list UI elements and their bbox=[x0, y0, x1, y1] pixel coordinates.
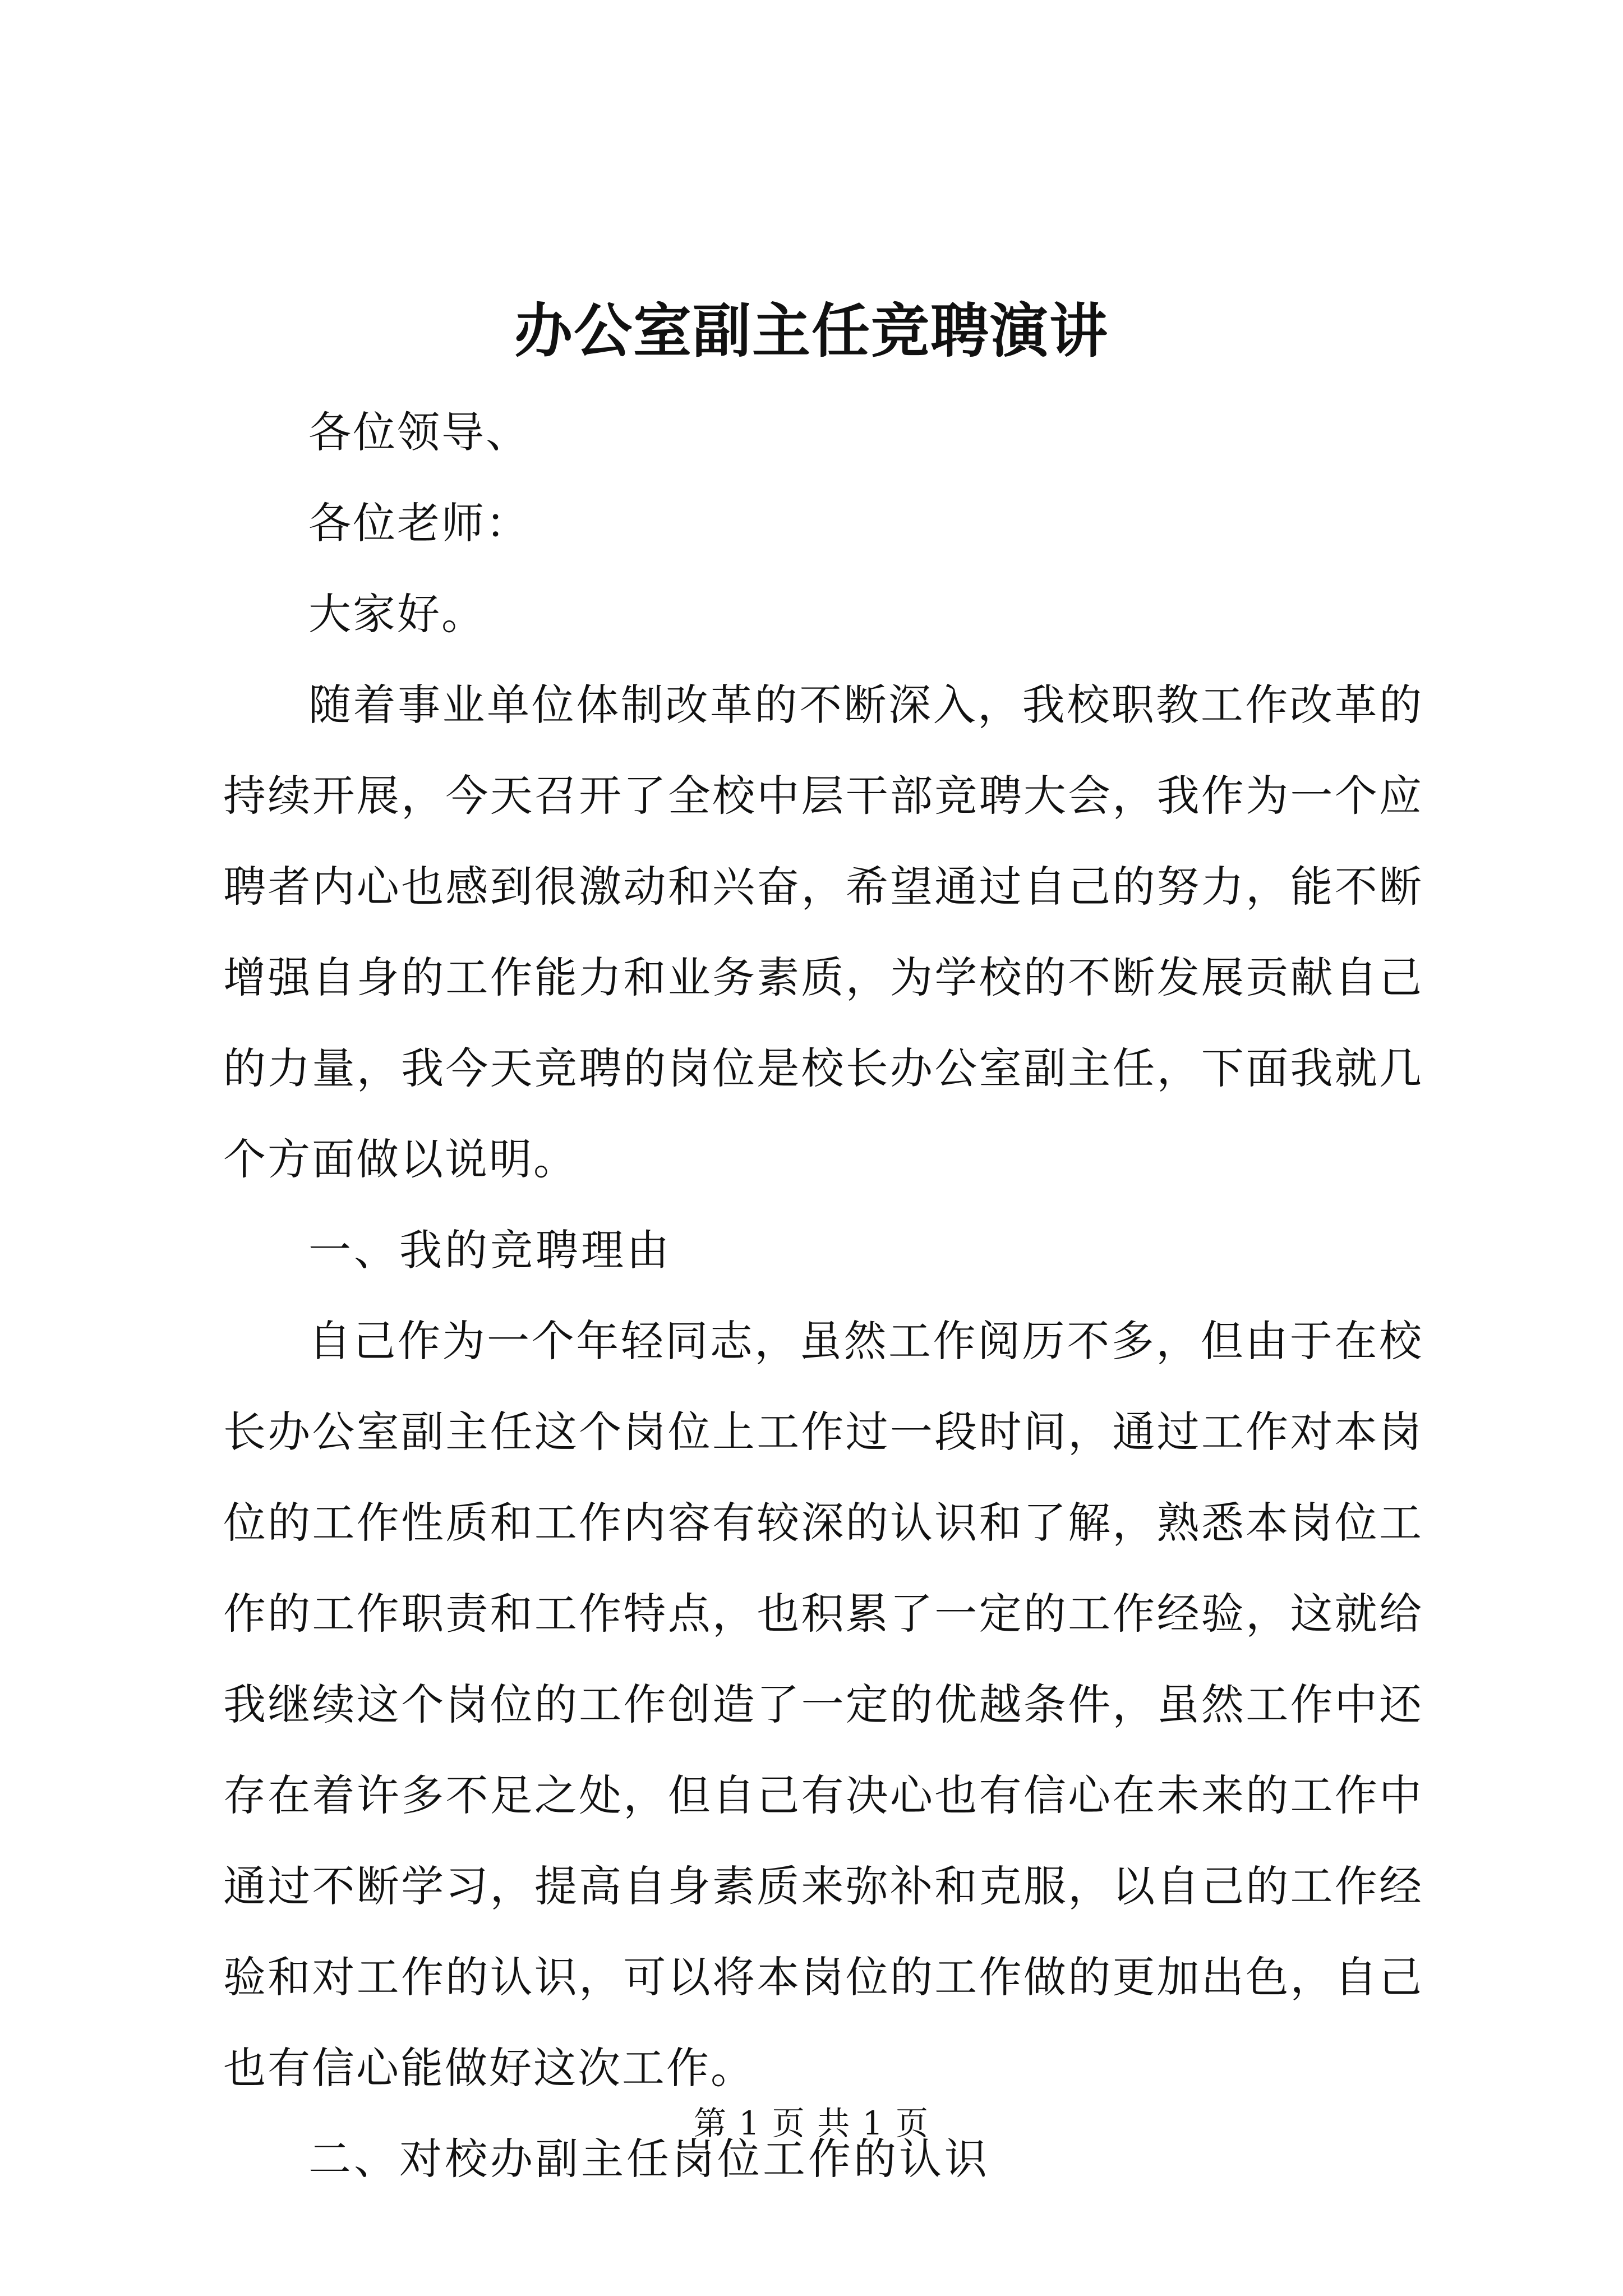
page-footer: 第 1 页 共 1 页 bbox=[694, 2104, 929, 2142]
greeting: 大家好。 bbox=[308, 589, 486, 639]
document-title: 办公室副主任竞聘演讲 bbox=[514, 296, 1109, 365]
section-heading-reasons: 一、我的竞聘理由 bbox=[308, 1225, 672, 1275]
reasons-paragraph: 自己作为一个年轻同志，虽然工作阅历不多，但由于在校长办公室副主任这个岗位上工作过一段时间，通过工作对本岗位的工作性质和工作内容有较深的认识和了解，熟悉本岗位工作的工作职责和工作特点，也积累了一定的工作经验，这就给我继续这个岗位的工作创造了一定的优越条件，虽然工作中还存在着许多不足之处，但自己有决心也有信心在未来的工作中通过不断学习，提高自身素质来弥补和克服，以自己的工作经验和对工作的认识，可以将本岗位的工作做的更加出色，自己也有信心能做好这次工作。 bbox=[223, 1316, 1423, 2093]
section-heading-understanding: 二、对校办副主任岗位工作的认识 bbox=[308, 2134, 990, 2184]
document-body bbox=[223, 387, 1423, 2205]
salutation-leaders: 各位领导、 bbox=[308, 407, 530, 457]
salutation-teachers: 各位老师： bbox=[308, 498, 530, 548]
intro-paragraph: 随着事业单位体制改革的不断深入，我校职教工作改革的持续开展，今天召开了全校中层干部竞聘大会，我作为一个应聘者内心也感到很激动和兴奋，希望通过自己的努力，能不断增强自身的工作能力和业务素质，为学校的不断发展贡献自己的力量，我今天竞聘的岗位是校长办公室副主任，下面我就几个方面做以说明。 bbox=[223, 680, 1423, 1184]
